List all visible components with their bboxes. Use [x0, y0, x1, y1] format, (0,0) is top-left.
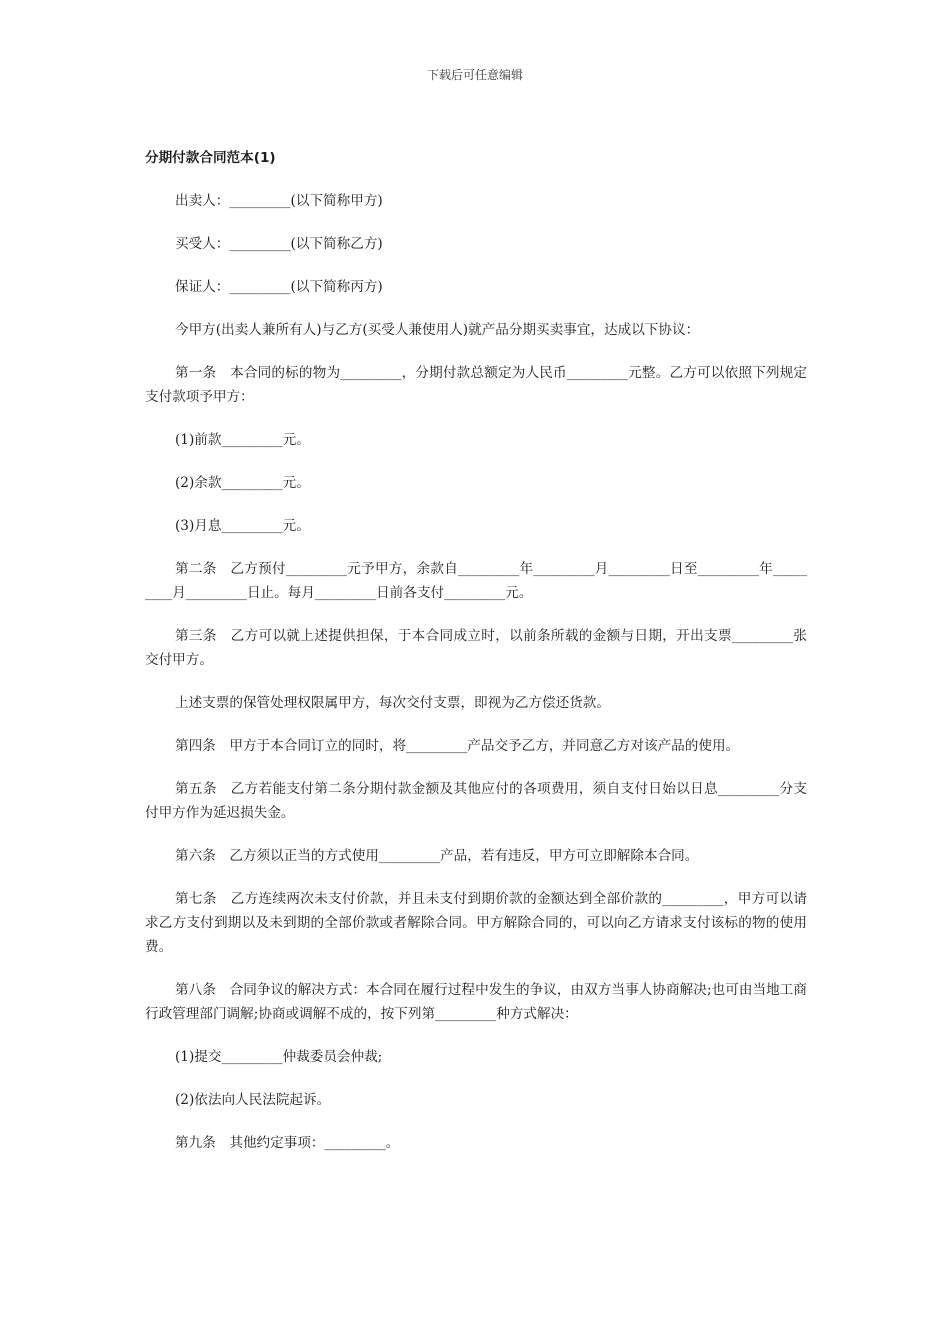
paragraph-article-6: 第六条 乙方须以正当的方式使用_________产品，若有违反，甲方可立即解除本合同。	[175, 848, 699, 864]
paragraph-article-2: 第二条 乙方预付_________元予甲方，余款自_________年_________月_________日至_________年_________月_________日止。每月_________日前各支付_________元。	[145, 561, 807, 601]
paragraph-article-1: 第一条 本合同的标的物为_________，分期付款总额定为人民币_________元整。乙方可以依照下列规定支付款项予甲方：	[145, 365, 807, 405]
paragraph-article-8-item-2: (2)依法向人民法院起诉。	[175, 1092, 331, 1108]
paragraph-article-8: 第八条 合同争议的解决方式：本合同在履行过程中发生的争议，由双方当事人协商解决;也可由当地工商行政管理部门调解;协商或调解不成的，按下列第_________种方式解决：	[145, 982, 807, 1022]
paragraph-article-1-item-1: (1)前款_________元。	[175, 432, 310, 448]
paragraph-article-8-item-1: (1)提交_________仲裁委员会仲裁;	[175, 1049, 383, 1065]
paragraph-article-7: 第七条 乙方连续两次未支付价款，并且未支付到期价款的金额达到全部价款的_________，甲方可以请求乙方支付到期以及未到期的全部价款或者解除合同。甲方解除合同的，可以向乙方请求支付该标的物的使用费。	[145, 891, 807, 955]
paragraph-guarantor: 保证人：_________(以下简称丙方)	[175, 279, 383, 295]
paragraph-article-4: 第四条 甲方于本合同订立的同时，将_________产品交予乙方，并同意乙方对该产品的使用。	[175, 738, 740, 754]
paragraph-buyer: 买受人：_________(以下简称乙方)	[175, 236, 383, 252]
paragraph-article-9: 第九条 其他约定事项：_________。	[175, 1135, 400, 1151]
header-note: 下载后可任意编辑	[426, 68, 523, 82]
paragraph-article-3: 第三条 乙方可以就上述提供担保，于本合同成立时，以前条所载的金额与日期，开出支票_________张交付甲方。	[145, 628, 807, 668]
paragraph-article-1-item-2: (2)余款_________元。	[175, 475, 310, 491]
paragraph-article-5: 第五条 乙方若能支付第二条分期付款金额及其他应付的各项费用，须自支付日始以日息_________分支付甲方作为延迟损失金。	[145, 781, 807, 821]
paragraph-article-3-note: 上述支票的保管处理权限属甲方，每次交付支票，即视为乙方偿还货款。	[175, 695, 610, 711]
paragraph-preamble: 今甲方(出卖人兼所有人)与乙方(买受人兼使用人)就产品分期买卖事宜，达成以下协议：	[175, 322, 700, 338]
paragraph-article-1-item-3: (3)月息_________元。	[175, 518, 310, 534]
paragraph-seller: 出卖人：_________(以下简称甲方)	[175, 193, 383, 209]
document-title: 分期付款合同范本(1)	[145, 150, 276, 166]
document-body	[145, 146, 807, 1174]
